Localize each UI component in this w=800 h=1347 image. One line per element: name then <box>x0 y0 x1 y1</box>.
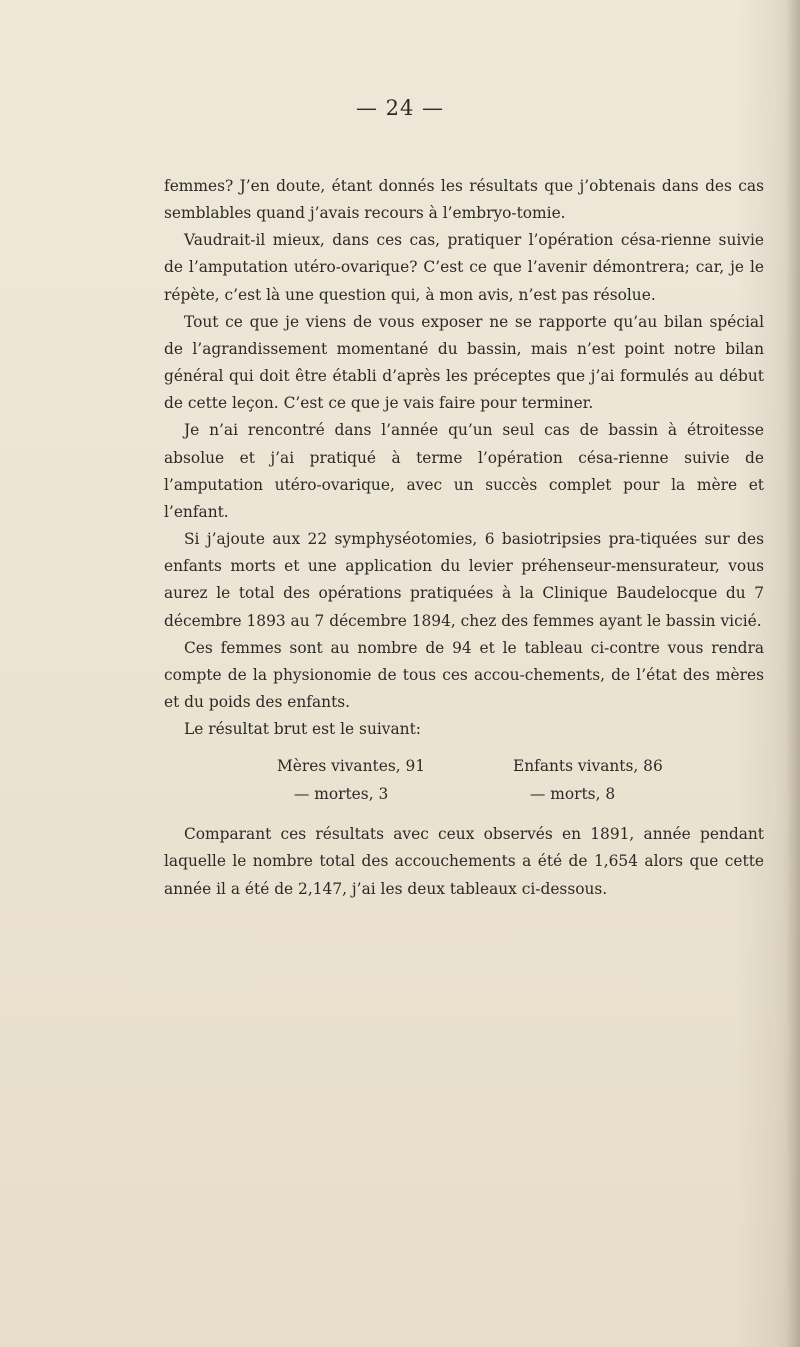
paragraph-2: Vaudrait-il mieux, dans ces cas, pratiquer l’opération césa-rienne suivie de l’amputation utéro-ovarique? C’est ce que l’avenir démontrera; car, je le répète, c’est là une question qui, à mon avis, n’est pas résolue. <box>164 231 764 304</box>
paragraph-1: femmes? J’en doute, étant donnés les résultats que j’obtenais dans des cas semblables quand j’avais recours à l’embryo-tomie. <box>164 177 764 223</box>
paragraph-6: Ces femmes sont au nombre de 94 et le tableau ci-contre vous rendra compte de la physionomie de tous ces accou-chements, de l’état des mères et du poids des enfants. <box>164 638 764 711</box>
mothers-dead: — mortes, 3 <box>294 785 389 804</box>
page-number: — 24 — <box>355 96 445 120</box>
mothers-alive: Mères vivantes, 91 <box>277 757 426 776</box>
results-row-dead <box>164 781 764 808</box>
results-table <box>164 753 764 809</box>
paragraph-7: Le résultat brut est le suivant: <box>184 720 421 739</box>
paragraph-3: Tout ce que je viens de vous exposer ne se rapporte qu’au bilan spécial de l’agrandissement momentané du bassin, mais n’est point notre bilan général qui doit être établi d’après les préceptes que j’ai formulés au début de cette leçon. C’est ce que je vais faire pour terminer. <box>164 312 764 413</box>
paragraph-4: Je n’ai rencontré dans l’année qu’un seul cas de bassin à étroitesse absolue et j’ai pratiqué à terme l’opération césa-rienne suivie de l’amputation utéro-ovarique, avec un succès complet pour la mère et l’enfant. <box>164 421 764 521</box>
paragraph-closing: Comparant ces résultats avec ceux observés en 1891, année pendant laquelle le nombre total des accouchements a été de 1,654 alors que cette année il a été de 2,147, j’ai les deux tableaux ci-dessous. <box>164 825 764 898</box>
paragraph-5: Si j’ajoute aux 22 symphyséotomies, 6 basiotripsies pra-tiquées sur des enfants morts et une application du levier préhenseur-mensurateur, vous aurez le total des opérations pratiquées à la Clinique Baudelocque du 7 décembre 1893 au 7 décembre 1894, chez des femmes ayant le bassin vicié. <box>164 530 764 630</box>
children-alive: Enfants vivants, 86 <box>513 757 663 776</box>
body-text <box>164 173 764 903</box>
results-row-alive <box>164 753 764 780</box>
children-dead: — morts, 8 <box>530 785 616 804</box>
page-edge-shadow <box>786 0 800 1347</box>
